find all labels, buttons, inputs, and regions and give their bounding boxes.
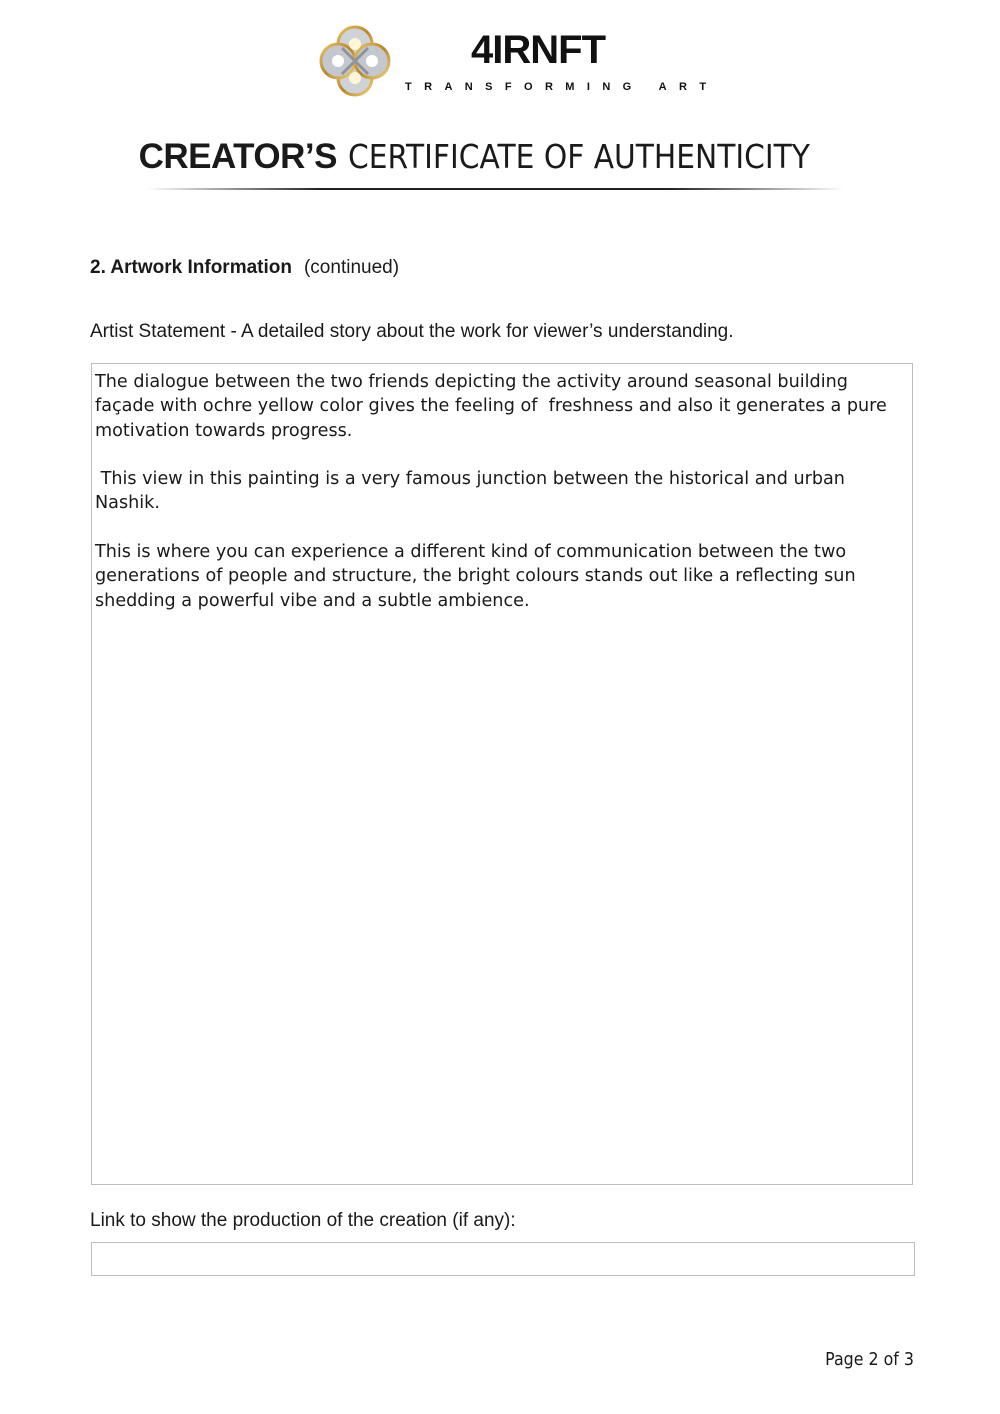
section-heading-note: (continued) — [303, 257, 400, 278]
infinity-knot-logo-icon — [316, 22, 394, 100]
page-title-bold: CREATOR’S — [138, 137, 337, 176]
artist-statement-field[interactable] — [91, 363, 913, 1185]
page-indicator: Page 2 of 3 — [825, 1349, 914, 1370]
page-title-regular: CERTIFICATE OF AUTHENTICITY — [348, 137, 811, 176]
brand-tagline: TRANSFORMING ART — [405, 81, 719, 93]
section-heading — [90, 256, 399, 280]
statement-paragraph: The dialogue between the two friends depicting the activity around seasonal building façade with ochre yellow color gives the feeling of freshness and also it generates a pure motivation towards progress. — [95, 372, 893, 441]
artist-statement-label: Artist Statement - A detailed story about the work for viewer’s understanding. — [90, 321, 734, 342]
brand-header — [316, 22, 719, 102]
production-link-field[interactable] — [91, 1242, 915, 1276]
statement-paragraph: This view in this painting is a very famous junction between the historical and urban Nashik. — [95, 469, 851, 514]
title-divider — [147, 188, 844, 190]
artist-statement-text[interactable] — [95, 370, 910, 637]
production-link-label: Link to show the production of the creation (if any): — [90, 1210, 516, 1231]
page-title — [0, 136, 1000, 178]
section-heading-title: 2. Artwork Information — [90, 257, 292, 278]
statement-paragraph: This is where you can experience a different kind of communication between the two generations of people and structure, the bright colours stands out like a reflecting sun shedding a powerful vibe and a subtle ambience. — [95, 542, 862, 611]
brand-name: 4IRNFT — [471, 28, 605, 72]
